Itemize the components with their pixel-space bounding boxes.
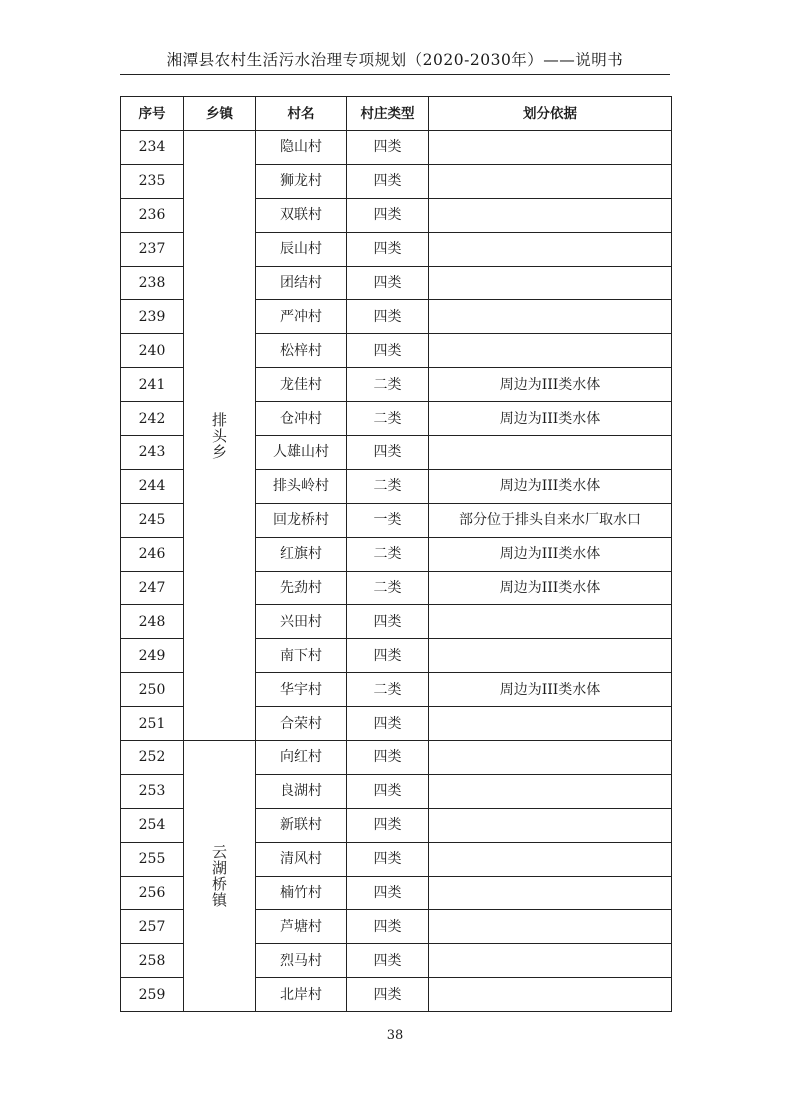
cell-serial: 258: [121, 944, 184, 978]
cell-village: 新联村: [256, 808, 347, 842]
cell-village: 烈马村: [256, 944, 347, 978]
cell-village-type: 四类: [347, 842, 429, 876]
column-header-village-type: 村庄类型: [347, 97, 429, 131]
cell-basis: [429, 639, 672, 673]
cell-village-type: 四类: [347, 198, 429, 232]
cell-village: 先劲村: [256, 571, 347, 605]
cell-basis: [429, 876, 672, 910]
cell-serial: 237: [121, 232, 184, 266]
cell-village-type: 四类: [347, 334, 429, 368]
town-name-char: 乡: [211, 442, 227, 461]
cell-basis: [429, 605, 672, 639]
cell-village: 团结村: [256, 266, 347, 300]
cell-basis: 周边为III类水体: [429, 368, 672, 402]
cell-serial: 247: [121, 571, 184, 605]
cell-serial: 257: [121, 910, 184, 944]
cell-basis: [429, 266, 672, 300]
column-header-basis: 划分依据: [429, 97, 672, 131]
cell-village: 排头岭村: [256, 469, 347, 503]
cell-village-type: 四类: [347, 131, 429, 165]
cell-basis: [429, 944, 672, 978]
cell-basis: [429, 978, 672, 1012]
cell-village: 红旗村: [256, 537, 347, 571]
cell-serial: 255: [121, 842, 184, 876]
cell-basis: [429, 842, 672, 876]
cell-village-type: 四类: [347, 164, 429, 198]
town-name-char: 桥: [211, 875, 227, 894]
town-name-char: 湖: [211, 859, 227, 878]
cell-village: 严冲村: [256, 300, 347, 334]
cell-village: 人雄山村: [256, 436, 347, 470]
cell-basis: [429, 436, 672, 470]
cell-basis: 周边为III类水体: [429, 571, 672, 605]
cell-village: 楠竹村: [256, 876, 347, 910]
header-rule: [120, 74, 670, 75]
cell-village-type: 四类: [347, 774, 429, 808]
table-row: [121, 131, 672, 165]
cell-village-type: 四类: [347, 266, 429, 300]
cell-village: 北岸村: [256, 978, 347, 1012]
cell-town: [184, 741, 256, 1012]
cell-serial: 244: [121, 469, 184, 503]
cell-village: 向红村: [256, 741, 347, 775]
cell-serial: 246: [121, 537, 184, 571]
cell-village: 回龙桥村: [256, 503, 347, 537]
cell-village: 双联村: [256, 198, 347, 232]
cell-basis: [429, 707, 672, 741]
cell-village: 仓冲村: [256, 402, 347, 436]
cell-village-type: 二类: [347, 402, 429, 436]
cell-serial: 259: [121, 978, 184, 1012]
cell-basis: [429, 232, 672, 266]
cell-village: 南下村: [256, 639, 347, 673]
town-name-char: 镇: [211, 891, 227, 910]
cell-serial: 240: [121, 334, 184, 368]
page-header-title: 湘潭县农村生活污水治理专项规划（2020-2030年）——说明书: [166, 51, 624, 69]
cell-basis: [429, 774, 672, 808]
cell-serial: 253: [121, 774, 184, 808]
cell-village-type: 四类: [347, 876, 429, 910]
cell-village: 隐山村: [256, 131, 347, 165]
cell-basis: 周边为III类水体: [429, 537, 672, 571]
table-header-row: [121, 97, 672, 131]
cell-basis: [429, 334, 672, 368]
cell-village-type: 一类: [347, 503, 429, 537]
cell-village: 狮龙村: [256, 164, 347, 198]
cell-serial: 248: [121, 605, 184, 639]
column-header-village: 村名: [256, 97, 347, 131]
cell-village-type: 四类: [347, 741, 429, 775]
cell-serial: 250: [121, 673, 184, 707]
cell-basis: 周边为III类水体: [429, 673, 672, 707]
cell-village: 龙佳村: [256, 368, 347, 402]
cell-serial: 234: [121, 131, 184, 165]
cell-town: [184, 131, 256, 741]
cell-serial: 243: [121, 436, 184, 470]
cell-serial: 236: [121, 198, 184, 232]
cell-basis: [429, 164, 672, 198]
cell-basis: [429, 741, 672, 775]
cell-serial: 241: [121, 368, 184, 402]
table-header: [121, 97, 672, 131]
town-name-char: 头: [211, 426, 227, 445]
column-header-serial: 序号: [121, 97, 184, 131]
cell-village-type: 二类: [347, 537, 429, 571]
cell-basis: [429, 131, 672, 165]
cell-village: 清风村: [256, 842, 347, 876]
cell-village: 良湖村: [256, 774, 347, 808]
cell-basis: 周边为III类水体: [429, 402, 672, 436]
cell-serial: 239: [121, 300, 184, 334]
town-name-char: 排: [211, 410, 227, 429]
cell-village-type: 四类: [347, 436, 429, 470]
cell-village-type: 四类: [347, 639, 429, 673]
cell-village: 辰山村: [256, 232, 347, 266]
cell-basis: [429, 910, 672, 944]
cell-village-type: 四类: [347, 605, 429, 639]
cell-village: 兴田村: [256, 605, 347, 639]
cell-serial: 242: [121, 402, 184, 436]
cell-basis: 周边为III类水体: [429, 469, 672, 503]
cell-village-type: 二类: [347, 469, 429, 503]
cell-village: 芦塘村: [256, 910, 347, 944]
cell-village-type: 二类: [347, 368, 429, 402]
cell-serial: 235: [121, 164, 184, 198]
cell-village-type: 四类: [347, 808, 429, 842]
cell-village-type: 四类: [347, 707, 429, 741]
cell-village-type: 四类: [347, 978, 429, 1012]
cell-serial: 249: [121, 639, 184, 673]
cell-basis: [429, 300, 672, 334]
cell-serial: 245: [121, 503, 184, 537]
page-number: 38: [386, 1028, 404, 1043]
cell-village: 合荣村: [256, 707, 347, 741]
cell-village-type: 四类: [347, 232, 429, 266]
cell-village-type: 二类: [347, 571, 429, 605]
cell-serial: 251: [121, 707, 184, 741]
cell-serial: 252: [121, 741, 184, 775]
cell-serial: 256: [121, 876, 184, 910]
cell-serial: 254: [121, 808, 184, 842]
table-row: [121, 741, 672, 775]
column-header-town: 乡镇: [184, 97, 256, 131]
cell-village-type: 四类: [347, 300, 429, 334]
cell-basis: [429, 808, 672, 842]
cell-village: 松梓村: [256, 334, 347, 368]
cell-basis: [429, 198, 672, 232]
cell-village-type: 二类: [347, 673, 429, 707]
cell-village-type: 四类: [347, 944, 429, 978]
cell-village-type: 四类: [347, 910, 429, 944]
cell-village: 华宇村: [256, 673, 347, 707]
village-classification-table: [120, 96, 672, 1012]
cell-serial: 238: [121, 266, 184, 300]
town-name-char: 云: [211, 843, 227, 862]
cell-basis: 部分位于排头自来水厂取水口: [429, 503, 672, 537]
table-body: [121, 131, 672, 1012]
